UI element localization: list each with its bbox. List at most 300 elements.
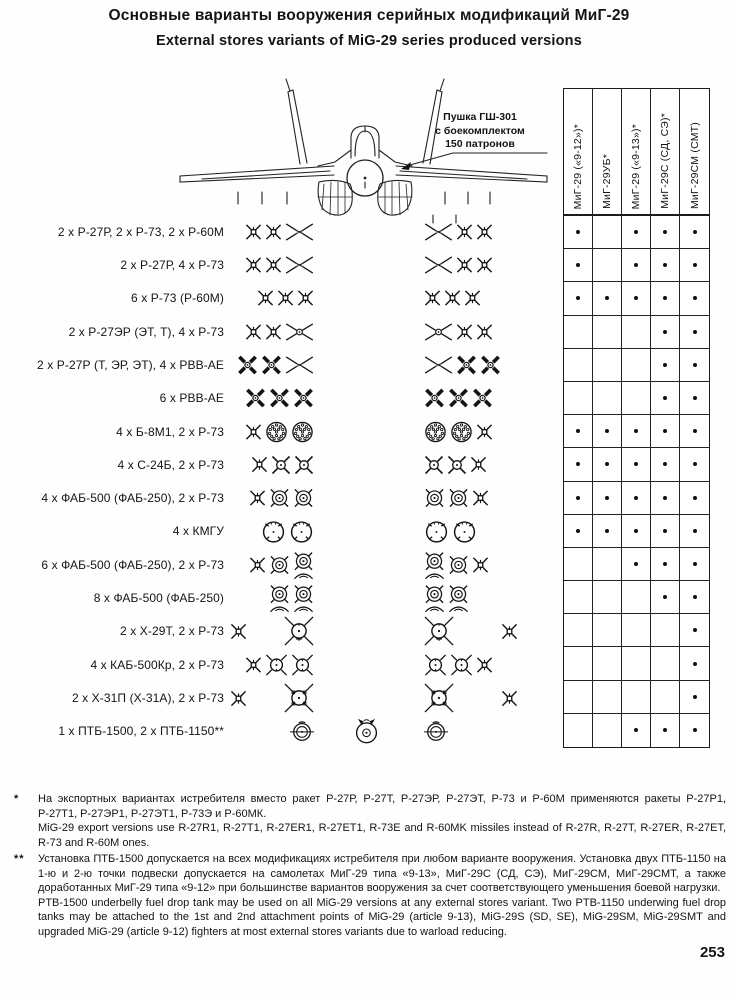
column-header xyxy=(680,89,709,214)
fab-bomb-tandem-icon xyxy=(424,550,445,579)
fit-dot xyxy=(605,462,609,466)
fit-cell xyxy=(622,515,651,548)
r73-missile-icon xyxy=(265,323,282,340)
fit-dot xyxy=(693,296,697,300)
fit-cell xyxy=(622,316,651,349)
right-wing-stores xyxy=(424,584,518,613)
fit-cell xyxy=(651,349,680,382)
fit-cell xyxy=(680,681,709,714)
fit-cell xyxy=(564,714,593,747)
fit-cell xyxy=(564,614,593,647)
fab-bomb-icon xyxy=(269,488,290,509)
left-wing-stores xyxy=(230,653,314,676)
column-header xyxy=(564,89,593,214)
fit-cell xyxy=(680,415,709,448)
fit-cell xyxy=(593,681,622,714)
fit-cell xyxy=(564,647,593,680)
fit-cell xyxy=(622,681,651,714)
column-header xyxy=(651,89,680,214)
kh31-missile-icon xyxy=(424,683,454,713)
r73-missile-icon xyxy=(245,656,262,673)
fit-dot xyxy=(576,263,580,267)
fit-cell xyxy=(651,482,680,515)
footnotes xyxy=(14,792,726,941)
r73-missile-icon xyxy=(245,323,262,340)
fit-dot xyxy=(693,529,697,533)
table-row xyxy=(0,282,563,315)
loadout-label: 4 x КМГУ xyxy=(172,524,224,539)
fit-cell xyxy=(651,614,680,647)
s24b-rocket-icon xyxy=(424,455,444,475)
fit-cell xyxy=(564,448,593,481)
right-wing-stores xyxy=(424,222,518,241)
r27-missile-icon xyxy=(285,222,314,241)
fit-dot xyxy=(663,230,667,234)
r73-missile-icon xyxy=(257,290,274,307)
fab-bomb-icon xyxy=(448,554,469,575)
table-row xyxy=(0,515,563,548)
kab500-bomb-icon xyxy=(291,653,314,676)
fit-cell xyxy=(564,282,593,315)
s24b-rocket-icon xyxy=(294,455,314,475)
fit-cell xyxy=(680,581,709,614)
rvv-ae-missile-icon xyxy=(456,354,477,375)
left-wing-stores xyxy=(230,388,314,409)
fab-bomb-icon xyxy=(424,488,445,509)
r73-missile-icon xyxy=(245,423,262,440)
footnote-line-en: MiG-29 export versions use R-27R1, R-27T1, R-27ER1, R-27ET1, R-73E and R-60MK missiles instead of R-27R, R-27T, R-27ER, R-27ET, R-73 and R-60M ones. xyxy=(38,822,726,849)
ptb1500-tank-icon xyxy=(352,718,381,745)
table-row xyxy=(0,548,563,581)
fit-dot xyxy=(576,230,580,234)
left-wing-stores xyxy=(230,719,314,743)
fit-cell xyxy=(564,415,593,448)
fit-cell xyxy=(593,515,622,548)
footnote-text xyxy=(38,792,726,850)
fit-dot xyxy=(634,562,638,566)
r73-missile-icon xyxy=(476,656,493,673)
fit-dot xyxy=(634,263,638,267)
s24b-rocket-icon xyxy=(271,455,291,475)
fit-cell xyxy=(564,349,593,382)
left-wing-stores xyxy=(230,420,314,443)
fit-dot xyxy=(605,496,609,500)
left-wing-stores xyxy=(230,683,314,713)
fit-dot xyxy=(663,396,667,400)
right-wing-stores xyxy=(424,354,518,375)
footnote-line-ru: Установка ПТБ-1500 допускается на всех модификациях истребителя при любом варианте вооружения. Установка двух ПТБ-1150 на 1-ю и 2-ю точки подвески допускается на самолетах МиГ-29 типа «9-13», МиГ-29С (СД, СЭ), МиГ-29СМ, МиГ-29СМТ, а также доработанных МиГ-29 типа «9-12» при большинстве вариантов вооружения за счет соответствующего уменьшения боевой нагрузки. xyxy=(38,853,726,894)
b8m1-rocket-pod-icon xyxy=(450,420,473,443)
rvv-ae-missile-icon xyxy=(261,354,282,375)
fit-cell xyxy=(622,548,651,581)
fit-dot xyxy=(634,462,638,466)
b8m1-rocket-pod-icon xyxy=(291,420,314,443)
fit-dot xyxy=(693,429,697,433)
r73-missile-icon xyxy=(230,690,247,707)
fit-dot xyxy=(634,728,638,732)
table-row xyxy=(0,448,563,481)
right-wing-stores xyxy=(424,550,518,579)
s24b-rocket-icon xyxy=(447,455,467,475)
r73-missile-icon xyxy=(245,256,262,273)
kab500-bomb-icon xyxy=(450,653,473,676)
kmgu-dispenser-icon xyxy=(452,519,477,544)
fit-cell xyxy=(593,282,622,315)
fit-cell xyxy=(593,249,622,282)
loadout-label: 2 x Х-29Т, 2 x Р-73 xyxy=(120,624,224,639)
fit-cell xyxy=(622,482,651,515)
r73-missile-icon xyxy=(501,623,518,640)
fit-cell xyxy=(651,415,680,448)
table-row xyxy=(0,348,563,381)
fit-cell xyxy=(564,548,593,581)
r27e-missile-icon xyxy=(424,322,453,341)
r73-missile-icon xyxy=(456,223,473,240)
fit-cell xyxy=(622,282,651,315)
fit-cell xyxy=(593,415,622,448)
fit-cell xyxy=(651,249,680,282)
fit-dot xyxy=(634,496,638,500)
fit-cell xyxy=(651,581,680,614)
fab-bomb-tandem-icon xyxy=(269,584,290,613)
fit-cell xyxy=(593,581,622,614)
fit-cell xyxy=(593,482,622,515)
left-wing-stores xyxy=(230,550,314,579)
table-row xyxy=(0,681,563,714)
fab-bomb-tandem-icon xyxy=(424,584,445,613)
fab-bomb-tandem-icon xyxy=(293,550,314,579)
fab-bomb-icon xyxy=(448,488,469,509)
fit-dot xyxy=(693,628,697,632)
fit-cell xyxy=(651,316,680,349)
fit-cell xyxy=(680,614,709,647)
fit-dot xyxy=(576,429,580,433)
fit-cell xyxy=(622,714,651,747)
fit-dot xyxy=(605,429,609,433)
rvv-ae-missile-icon xyxy=(424,388,445,409)
fit-dot xyxy=(663,462,667,466)
fit-cell xyxy=(680,316,709,349)
kh29-missile-icon xyxy=(284,616,314,646)
fit-dot xyxy=(693,728,697,732)
table-row xyxy=(0,482,563,515)
fit-dot xyxy=(663,595,667,599)
fit-dot xyxy=(663,728,667,732)
r73-missile-icon xyxy=(456,256,473,273)
fab-bomb-tandem-icon xyxy=(448,584,469,613)
fit-cell xyxy=(593,647,622,680)
column-header-label: МиГ-29УБ* xyxy=(601,154,613,209)
fit-dot xyxy=(693,562,697,566)
fab-bomb-icon xyxy=(269,554,290,575)
left-wing-stores xyxy=(230,455,314,475)
footnote-line-ru: На экспортных вариантах истребителя вместо ракет Р-27Р, Р-27Т, Р-27ЭР, Р-27ЭТ, Р-73 и Р-60М применяются ракеты Р-27Р1, Р-27Т1, Р-27ЭР1, Р-27ЭТ1, Р-73Э и Р-60МК. xyxy=(38,793,726,820)
kab500-bomb-icon xyxy=(424,653,447,676)
fit-cell xyxy=(651,216,680,249)
fit-cell xyxy=(622,614,651,647)
left-wing-stores xyxy=(230,616,314,646)
gun-callout-line-2: с боекомплектом xyxy=(435,124,525,137)
b8m1-rocket-pod-icon xyxy=(265,420,288,443)
fit-dot xyxy=(693,695,697,699)
fit-cell xyxy=(622,216,651,249)
fit-cell xyxy=(651,515,680,548)
kab500-bomb-icon xyxy=(265,653,288,676)
r73-missile-icon xyxy=(265,256,282,273)
r73-missile-icon xyxy=(424,290,441,307)
r73-missile-icon xyxy=(251,456,268,473)
fit-cell xyxy=(680,482,709,515)
fit-cell xyxy=(593,448,622,481)
fit-dot xyxy=(693,363,697,367)
gun-callout-line-1: Пушка ГШ-301 xyxy=(443,111,517,123)
fit-cell xyxy=(622,415,651,448)
fit-dot xyxy=(663,429,667,433)
fit-dot xyxy=(576,496,580,500)
fit-cell xyxy=(564,216,593,249)
gun-callout-line-3: 150 патронов xyxy=(445,138,515,150)
fit-dot xyxy=(634,230,638,234)
loadout-label: 6 x РВВ-АЕ xyxy=(159,391,224,406)
left-wing-stores xyxy=(230,488,314,509)
rvv-ae-missile-icon xyxy=(293,388,314,409)
fit-dot xyxy=(576,529,580,533)
left-wing-stores xyxy=(230,584,314,613)
loadout-label: 2 x Х-31П (Х-31А), 2 x Р-73 xyxy=(71,691,224,706)
table-row xyxy=(0,382,563,415)
r73-missile-icon xyxy=(470,456,487,473)
right-wing-stores xyxy=(424,255,518,274)
r73-missile-icon xyxy=(464,290,481,307)
fab-bomb-icon xyxy=(293,488,314,509)
rvv-ae-missile-icon xyxy=(269,388,290,409)
fab-bomb-tandem-icon xyxy=(293,584,314,613)
version-header-grid xyxy=(563,88,710,215)
fit-cell xyxy=(564,482,593,515)
fit-dot xyxy=(605,529,609,533)
left-wing-stores xyxy=(230,322,314,341)
r73-missile-icon xyxy=(501,690,518,707)
fit-cell xyxy=(680,647,709,680)
right-wing-stores xyxy=(424,653,518,676)
r73-missile-icon xyxy=(245,223,262,240)
r27-missile-icon xyxy=(285,355,314,374)
r27-missile-icon xyxy=(424,355,453,374)
rvv-ae-missile-icon xyxy=(472,388,493,409)
right-wing-stores xyxy=(424,455,518,475)
fit-cell xyxy=(564,249,593,282)
right-wing-stores xyxy=(424,322,518,341)
r73-missile-icon xyxy=(230,623,247,640)
left-wing-stores xyxy=(230,519,314,544)
ptb1150-tank-icon xyxy=(424,719,448,743)
footnote-fuel-tanks xyxy=(14,852,726,939)
r73-missile-icon xyxy=(444,290,461,307)
column-header-label: МиГ-29СМ (СМТ) xyxy=(688,121,701,209)
right-wing-stores xyxy=(424,420,518,443)
fit-cell xyxy=(680,448,709,481)
loadout-label: 1 x ПТБ-1500, 2 x ПТБ-1150** xyxy=(58,724,224,739)
fit-cell xyxy=(680,216,709,249)
fit-cell xyxy=(593,714,622,747)
fit-cell xyxy=(564,681,593,714)
right-wing-stores xyxy=(424,719,518,743)
fit-cell xyxy=(651,282,680,315)
footnote-text xyxy=(38,852,726,939)
column-header-label: МиГ-29 («9-12»)* xyxy=(572,123,584,209)
fit-cell xyxy=(564,515,593,548)
fit-cell xyxy=(651,647,680,680)
loadout-label: 4 x ФАБ-500 (ФАБ-250), 2 x Р-73 xyxy=(41,491,224,506)
r73-missile-icon xyxy=(249,556,266,573)
fit-cell xyxy=(622,249,651,282)
fit-cell xyxy=(593,349,622,382)
r73-missile-icon xyxy=(472,490,489,507)
fit-dot xyxy=(576,296,580,300)
kmgu-dispenser-icon xyxy=(289,519,314,544)
right-wing-stores xyxy=(424,290,518,307)
r73-missile-icon xyxy=(476,423,493,440)
loadout-label: 4 x Б-8М1, 2 x Р-73 xyxy=(116,424,224,439)
footnote-line-en: PTB-1500 underbelly fuel drop tank may be used on all MiG-29 versions at any external stores variant. Two PTB-1150 underwing fuel drop tanks may be attached to the 1st and 2nd attachment points of MiG-29 (article 9-13), MiG-29S (SD, SE), MiG-29SM, MiG-29SMT and upgraded MiG-29 (article 9-12) fighters at most external stores variants due to warload reducing. xyxy=(38,896,726,938)
fit-cell xyxy=(564,382,593,415)
rvv-ae-missile-icon xyxy=(480,354,501,375)
fit-cell xyxy=(680,282,709,315)
loadout-label: 6 x Р-73 (Р-60М) xyxy=(131,291,224,306)
r73-missile-icon xyxy=(472,556,489,573)
loadout-label: 2 x Р-27Р (Т, ЭР, ЭТ), 4 x РВВ-АЕ xyxy=(37,357,224,372)
footnote-export-missiles xyxy=(14,792,726,850)
fit-cell xyxy=(651,548,680,581)
left-wing-stores xyxy=(230,354,314,375)
table-row xyxy=(0,715,563,748)
fit-cell xyxy=(622,349,651,382)
right-wing-stores xyxy=(424,388,518,409)
b8m1-rocket-pod-icon xyxy=(424,420,447,443)
column-header-label: МиГ-29 («9-13»)* xyxy=(630,123,642,209)
r27-missile-icon xyxy=(424,255,453,274)
fit-cell xyxy=(680,714,709,747)
table-row xyxy=(0,648,563,681)
right-wing-stores xyxy=(424,488,518,509)
right-wing-stores xyxy=(424,683,518,713)
fit-cell xyxy=(680,249,709,282)
fit-cell xyxy=(651,714,680,747)
left-wing-stores xyxy=(230,255,314,274)
fit-cell xyxy=(680,548,709,581)
kmgu-dispenser-icon xyxy=(261,519,286,544)
loadout-label: 2 x Р-27ЭР (ЭТ, Т), 4 x Р-73 xyxy=(68,324,224,339)
fit-dot xyxy=(693,330,697,334)
r73-missile-icon xyxy=(297,290,314,307)
column-header-label: МиГ-29С (СД, СЭ)* xyxy=(659,113,671,209)
fit-dot xyxy=(634,296,638,300)
r27-missile-icon xyxy=(285,255,314,274)
loadout-label: 4 x С-24Б, 2 x Р-73 xyxy=(117,457,224,472)
fit-dot xyxy=(663,263,667,267)
r73-missile-icon xyxy=(476,223,493,240)
fit-cell xyxy=(564,581,593,614)
fit-matrix xyxy=(563,215,710,748)
table-row xyxy=(0,215,563,248)
fit-cell xyxy=(622,647,651,680)
fit-dot xyxy=(693,462,697,466)
page-title-english: External stores variants of MiG-29 series produced versions xyxy=(155,33,582,49)
fit-cell xyxy=(651,382,680,415)
fit-dot xyxy=(693,595,697,599)
r73-missile-icon xyxy=(456,323,473,340)
loadout-label: 8 x ФАБ-500 (ФАБ-250) xyxy=(93,591,224,606)
table-row xyxy=(0,615,563,648)
page-title-russian: Основные варианты вооружения серийных модификаций МиГ-29 xyxy=(108,7,630,24)
footnote-marker: * xyxy=(14,793,20,805)
fit-cell xyxy=(651,448,680,481)
kh31-missile-icon xyxy=(284,683,314,713)
fit-dot xyxy=(663,330,667,334)
fit-cell xyxy=(593,216,622,249)
fit-dot xyxy=(663,363,667,367)
footnote-marker: ** xyxy=(14,853,25,865)
r27-missile-icon xyxy=(424,222,453,241)
fit-cell xyxy=(564,316,593,349)
loadout-label: 2 x Р-27Р, 4 x Р-73 xyxy=(120,257,224,272)
fit-dot xyxy=(663,562,667,566)
r73-missile-icon xyxy=(476,256,493,273)
r73-missile-icon xyxy=(277,290,294,307)
fit-dot xyxy=(693,396,697,400)
fit-dot xyxy=(634,429,638,433)
fit-dot xyxy=(576,462,580,466)
column-header xyxy=(593,89,622,214)
fit-cell xyxy=(651,681,680,714)
fit-cell xyxy=(622,581,651,614)
rvv-ae-missile-icon xyxy=(448,388,469,409)
r73-missile-icon xyxy=(249,490,266,507)
ptb1150-tank-icon xyxy=(290,719,314,743)
fit-dot xyxy=(605,296,609,300)
r73-missile-icon xyxy=(265,223,282,240)
right-wing-stores xyxy=(424,616,518,646)
fit-dot xyxy=(634,529,638,533)
centerline-store xyxy=(344,718,388,745)
fit-cell xyxy=(622,448,651,481)
column-header xyxy=(622,89,651,214)
loadout-label: 4 x КАБ-500Кр, 2 x Р-73 xyxy=(90,657,224,672)
fit-cell xyxy=(593,316,622,349)
fit-dot xyxy=(693,230,697,234)
table-row xyxy=(0,415,563,448)
fit-cell xyxy=(680,515,709,548)
rvv-ae-missile-icon xyxy=(245,388,266,409)
fit-dot xyxy=(663,496,667,500)
left-wing-stores xyxy=(230,290,314,307)
loadout-label: 6 x ФАБ-500 (ФАБ-250), 2 x Р-73 xyxy=(41,557,224,572)
fit-dot xyxy=(663,296,667,300)
kh29-missile-icon xyxy=(424,616,454,646)
fit-cell xyxy=(593,614,622,647)
fit-cell xyxy=(680,382,709,415)
loadout-label: 2 x Р-27Р, 2 x Р-73, 2 x Р-60М xyxy=(57,224,224,239)
left-wing-stores xyxy=(230,222,314,241)
r73-missile-icon xyxy=(476,323,493,340)
right-wing-stores xyxy=(424,519,518,544)
kmgu-dispenser-icon xyxy=(424,519,449,544)
rvv-ae-missile-icon xyxy=(237,354,258,375)
fit-dot xyxy=(693,496,697,500)
page-number: 253 xyxy=(699,944,725,961)
fit-dot xyxy=(663,529,667,533)
fit-cell xyxy=(593,382,622,415)
